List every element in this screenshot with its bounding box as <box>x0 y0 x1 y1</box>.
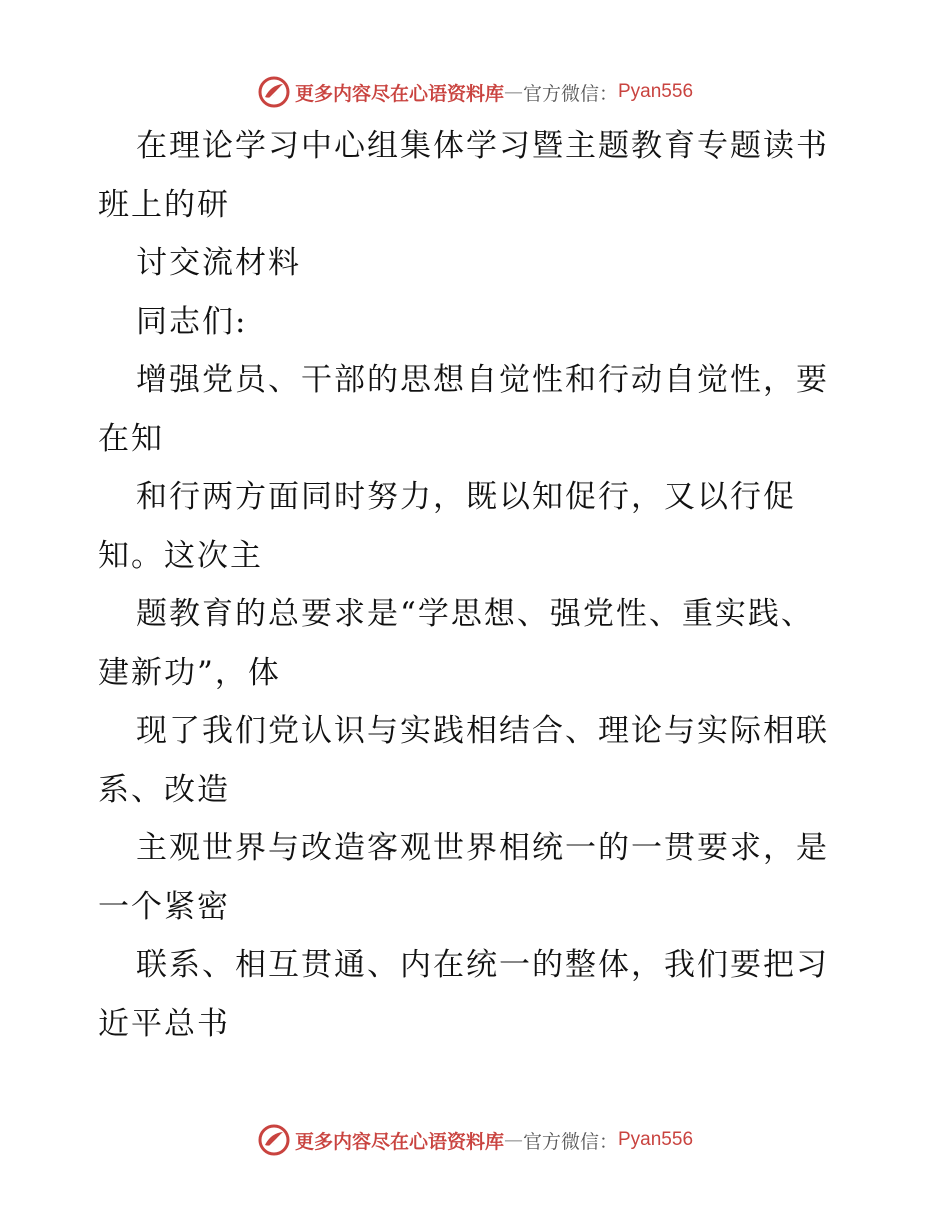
document-line: 在理论学习中心组集体学习暨主题教育专题读书 <box>136 128 829 164</box>
watermark-header <box>0 72 950 112</box>
document-line: 一个紧密 <box>98 888 230 925</box>
watermark-footer <box>0 1120 950 1160</box>
document-line: 联系、相互贯通、内在统一的整体，我们要把习 <box>136 947 829 983</box>
document-line: 近平总书 <box>98 1005 230 1042</box>
document-line: 在知 <box>98 420 164 457</box>
watermark-brand-text: 更多内容尽在心语资料库 <box>294 82 504 105</box>
brush-pen-logo-icon <box>257 75 291 109</box>
document-line: 增强党员、干部的思想自觉性和行动自觉性，要 <box>136 362 829 398</box>
watermark-brand-text: 更多内容尽在心语资料库 <box>294 1130 504 1153</box>
document-line: 和行两方面同时努力，既以知促行，又以行促 <box>136 479 796 515</box>
document-line: 现了我们党认识与实践相结合、理论与实际相联 <box>136 713 829 749</box>
watermark-official-label: 官方微信： <box>522 1130 618 1153</box>
watermark-wechat-id: Pyan556 <box>618 81 694 102</box>
document-line: 系、改造 <box>98 771 230 808</box>
document-line: 建新功”，体 <box>98 654 281 691</box>
document-line: 题教育的总要求是“学思想、强党性、重实践、 <box>136 596 814 632</box>
watermark-wechat-id: Pyan556 <box>618 1129 694 1150</box>
document-body <box>98 117 858 1053</box>
document-line: 主观世界与改造客观世界相统一的一贯要求，是 <box>136 830 829 866</box>
document-line: 讨交流材料 <box>136 245 301 281</box>
watermark-official-label: 官方微信： <box>522 82 618 105</box>
watermark-separator: — <box>503 1129 523 1151</box>
document-line: 知。这次主 <box>98 537 263 574</box>
document-line: 同志们: <box>136 303 248 340</box>
watermark-separator: — <box>503 81 523 103</box>
document-line: 班上的研 <box>98 186 230 223</box>
brush-pen-logo-icon <box>257 1123 291 1157</box>
